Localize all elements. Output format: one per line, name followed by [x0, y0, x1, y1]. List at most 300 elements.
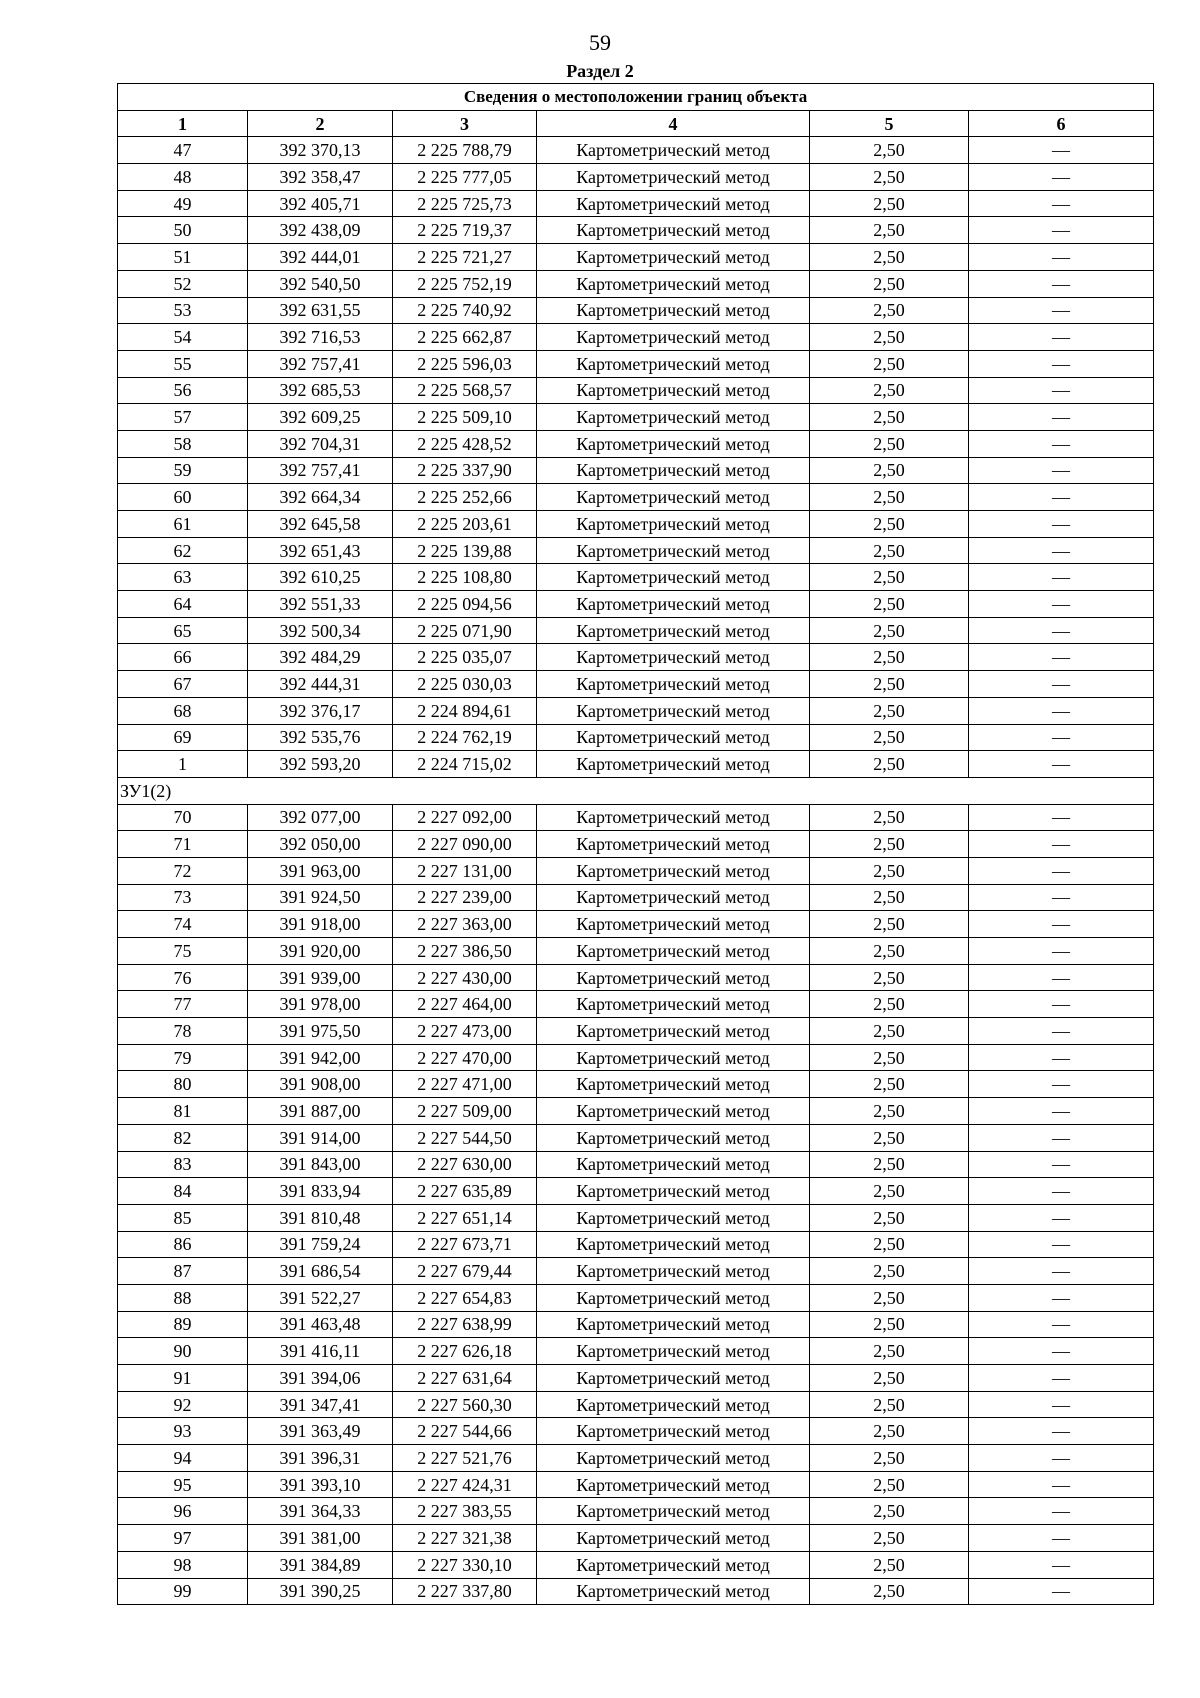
- y-coordinate: 2 225 094,56: [393, 591, 537, 618]
- accuracy-value: 2,50: [810, 457, 969, 484]
- point-number: 92: [118, 1391, 248, 1418]
- x-coordinate: 391 393,10: [248, 1471, 393, 1498]
- description: —: [969, 751, 1154, 778]
- point-number: 72: [118, 857, 248, 884]
- description: —: [969, 1124, 1154, 1151]
- y-coordinate: 2 227 092,00: [393, 804, 537, 831]
- point-number: 68: [118, 697, 248, 724]
- point-number: 50: [118, 217, 248, 244]
- table-row: [118, 1445, 1154, 1472]
- determination-method: Картометрический метод: [537, 671, 810, 698]
- point-number: 83: [118, 1151, 248, 1178]
- point-number: 85: [118, 1204, 248, 1231]
- table-row: [118, 1124, 1154, 1151]
- x-coordinate: 392 370,13: [248, 137, 393, 164]
- y-coordinate: 2 225 740,92: [393, 297, 537, 324]
- y-coordinate: 2 225 725,73: [393, 190, 537, 217]
- accuracy-value: 2,50: [810, 911, 969, 938]
- description: —: [969, 1071, 1154, 1098]
- x-coordinate: 392 500,34: [248, 617, 393, 644]
- point-number: 53: [118, 297, 248, 324]
- point-number: 95: [118, 1471, 248, 1498]
- y-coordinate: 2 225 203,61: [393, 511, 537, 538]
- table-row: [118, 697, 1154, 724]
- y-coordinate: 2 225 788,79: [393, 137, 537, 164]
- y-coordinate: 2 225 721,27: [393, 244, 537, 271]
- point-number: 61: [118, 511, 248, 538]
- table-row: [118, 190, 1154, 217]
- x-coordinate: 391 363,49: [248, 1418, 393, 1445]
- table-row: [118, 911, 1154, 938]
- y-coordinate: 2 227 638,99: [393, 1311, 537, 1338]
- accuracy-value: 2,50: [810, 1525, 969, 1552]
- x-coordinate: 392 484,29: [248, 644, 393, 671]
- accuracy-value: 2,50: [810, 564, 969, 591]
- table-row: [118, 884, 1154, 911]
- point-number: 77: [118, 991, 248, 1018]
- determination-method: Картометрический метод: [537, 1338, 810, 1365]
- table-row: [118, 857, 1154, 884]
- description: —: [969, 1445, 1154, 1472]
- x-coordinate: 391 908,00: [248, 1071, 393, 1098]
- y-coordinate: 2 227 473,00: [393, 1018, 537, 1045]
- x-coordinate: 392 631,55: [248, 297, 393, 324]
- description: —: [969, 1551, 1154, 1578]
- determination-method: Картометрический метод: [537, 1525, 810, 1552]
- determination-method: Картометрический метод: [537, 697, 810, 724]
- table-row: [118, 217, 1154, 244]
- determination-method: Картометрический метод: [537, 1284, 810, 1311]
- y-coordinate: 2 227 430,00: [393, 964, 537, 991]
- y-coordinate: 2 225 108,80: [393, 564, 537, 591]
- determination-method: Картометрический метод: [537, 350, 810, 377]
- description: —: [969, 1471, 1154, 1498]
- y-coordinate: 2 227 239,00: [393, 884, 537, 911]
- boundary-coordinates-table: [117, 83, 1154, 1605]
- table-row: [118, 1391, 1154, 1418]
- accuracy-value: 2,50: [810, 1338, 969, 1365]
- description: —: [969, 1578, 1154, 1605]
- x-coordinate: 391 978,00: [248, 991, 393, 1018]
- point-number: 64: [118, 591, 248, 618]
- point-number: 75: [118, 938, 248, 965]
- table-row: [118, 537, 1154, 564]
- table-row: [118, 1338, 1154, 1365]
- point-number: 59: [118, 457, 248, 484]
- point-number: 81: [118, 1098, 248, 1125]
- accuracy-value: 2,50: [810, 1178, 969, 1205]
- x-coordinate: 391 394,06: [248, 1365, 393, 1392]
- description: —: [969, 164, 1154, 191]
- accuracy-value: 2,50: [810, 1445, 969, 1472]
- determination-method: Картометрический метод: [537, 1178, 810, 1205]
- x-coordinate: 391 887,00: [248, 1098, 393, 1125]
- determination-method: Картометрический метод: [537, 377, 810, 404]
- table-row: [118, 751, 1154, 778]
- determination-method: Картометрический метод: [537, 1258, 810, 1285]
- determination-method: Картометрический метод: [537, 190, 810, 217]
- point-number: 76: [118, 964, 248, 991]
- point-number: 47: [118, 137, 248, 164]
- point-number: 88: [118, 1284, 248, 1311]
- accuracy-value: 2,50: [810, 1418, 969, 1445]
- table-row: [118, 964, 1154, 991]
- accuracy-value: 2,50: [810, 1124, 969, 1151]
- point-number: 98: [118, 1551, 248, 1578]
- point-number: 54: [118, 324, 248, 351]
- description: —: [969, 350, 1154, 377]
- x-coordinate: 391 914,00: [248, 1124, 393, 1151]
- group-label: ЗУ1(2): [118, 777, 1154, 804]
- description: —: [969, 484, 1154, 511]
- accuracy-value: 2,50: [810, 724, 969, 751]
- point-number: 84: [118, 1178, 248, 1205]
- description: —: [969, 644, 1154, 671]
- table-body: [118, 137, 1154, 1605]
- description: —: [969, 1098, 1154, 1125]
- description: —: [969, 537, 1154, 564]
- table-row: [118, 511, 1154, 538]
- point-number: 96: [118, 1498, 248, 1525]
- description: —: [969, 137, 1154, 164]
- description: —: [969, 964, 1154, 991]
- description: —: [969, 1311, 1154, 1338]
- description: —: [969, 457, 1154, 484]
- accuracy-value: 2,50: [810, 297, 969, 324]
- description: —: [969, 1391, 1154, 1418]
- determination-method: Картометрический метод: [537, 1231, 810, 1258]
- description: —: [969, 1231, 1154, 1258]
- determination-method: Картометрический метод: [537, 1445, 810, 1472]
- accuracy-value: 2,50: [810, 617, 969, 644]
- accuracy-value: 2,50: [810, 1071, 969, 1098]
- accuracy-value: 2,50: [810, 1471, 969, 1498]
- determination-method: Картометрический метод: [537, 751, 810, 778]
- determination-method: Картометрический метод: [537, 324, 810, 351]
- y-coordinate: 2 225 662,87: [393, 324, 537, 351]
- y-coordinate: 2 225 596,03: [393, 350, 537, 377]
- y-coordinate: 2 227 509,00: [393, 1098, 537, 1125]
- determination-method: Картометрический метод: [537, 1551, 810, 1578]
- point-number: 91: [118, 1365, 248, 1392]
- determination-method: Картометрический метод: [537, 884, 810, 911]
- determination-method: Картометрический метод: [537, 511, 810, 538]
- table-row: [118, 430, 1154, 457]
- accuracy-value: 2,50: [810, 644, 969, 671]
- x-coordinate: 391 364,33: [248, 1498, 393, 1525]
- x-coordinate: 392 358,47: [248, 164, 393, 191]
- x-coordinate: 392 540,50: [248, 270, 393, 297]
- x-coordinate: 392 535,76: [248, 724, 393, 751]
- x-coordinate: 392 704,31: [248, 430, 393, 457]
- accuracy-value: 2,50: [810, 591, 969, 618]
- x-coordinate: 392 405,71: [248, 190, 393, 217]
- accuracy-value: 2,50: [810, 511, 969, 538]
- y-coordinate: 2 225 428,52: [393, 430, 537, 457]
- description: —: [969, 1284, 1154, 1311]
- y-coordinate: 2 227 651,14: [393, 1204, 537, 1231]
- description: —: [969, 244, 1154, 271]
- description: —: [969, 1151, 1154, 1178]
- y-coordinate: 2 227 424,31: [393, 1471, 537, 1498]
- y-coordinate: 2 225 509,10: [393, 404, 537, 431]
- y-coordinate: 2 225 252,66: [393, 484, 537, 511]
- table-row: [118, 1044, 1154, 1071]
- point-number: 79: [118, 1044, 248, 1071]
- description: —: [969, 1525, 1154, 1552]
- y-coordinate: 2 227 383,55: [393, 1498, 537, 1525]
- description: —: [969, 831, 1154, 858]
- description: —: [969, 884, 1154, 911]
- point-number: 57: [118, 404, 248, 431]
- table-row: [118, 938, 1154, 965]
- determination-method: Картометрический метод: [537, 1071, 810, 1098]
- accuracy-value: 2,50: [810, 938, 969, 965]
- determination-method: Картометрический метод: [537, 1418, 810, 1445]
- x-coordinate: 391 381,00: [248, 1525, 393, 1552]
- description: —: [969, 1418, 1154, 1445]
- table-row: [118, 297, 1154, 324]
- column-number-4: 4: [537, 110, 810, 137]
- x-coordinate: 392 685,53: [248, 377, 393, 404]
- table-row: [118, 591, 1154, 618]
- column-number-1: 1: [118, 110, 248, 137]
- x-coordinate: 391 918,00: [248, 911, 393, 938]
- section-title: Раздел 2: [566, 61, 634, 81]
- description: —: [969, 804, 1154, 831]
- accuracy-value: 2,50: [810, 1151, 969, 1178]
- determination-method: Картометрический метод: [537, 857, 810, 884]
- accuracy-value: 2,50: [810, 1498, 969, 1525]
- determination-method: Картометрический метод: [537, 804, 810, 831]
- description: —: [969, 1365, 1154, 1392]
- x-coordinate: 391 810,48: [248, 1204, 393, 1231]
- x-coordinate: 391 463,48: [248, 1311, 393, 1338]
- accuracy-value: 2,50: [810, 137, 969, 164]
- point-number: 78: [118, 1018, 248, 1045]
- x-coordinate: 392 651,43: [248, 537, 393, 564]
- point-number: 48: [118, 164, 248, 191]
- table-row: [118, 1578, 1154, 1605]
- determination-method: Картометрический метод: [537, 911, 810, 938]
- y-coordinate: 2 224 762,19: [393, 724, 537, 751]
- point-number: 51: [118, 244, 248, 271]
- determination-method: Картометрический метод: [537, 1578, 810, 1605]
- y-coordinate: 2 227 544,66: [393, 1418, 537, 1445]
- determination-method: Картометрический метод: [537, 484, 810, 511]
- table-row: [118, 1551, 1154, 1578]
- accuracy-value: 2,50: [810, 1365, 969, 1392]
- y-coordinate: 2 225 071,90: [393, 617, 537, 644]
- table-row: [118, 1498, 1154, 1525]
- point-number: 56: [118, 377, 248, 404]
- determination-method: Картометрический метод: [537, 217, 810, 244]
- table-row: [118, 1284, 1154, 1311]
- accuracy-value: 2,50: [810, 964, 969, 991]
- determination-method: Картометрический метод: [537, 964, 810, 991]
- y-coordinate: 2 227 521,76: [393, 1445, 537, 1472]
- accuracy-value: 2,50: [810, 244, 969, 271]
- determination-method: Картометрический метод: [537, 430, 810, 457]
- column-number-6: 6: [969, 110, 1154, 137]
- table-row: [118, 137, 1154, 164]
- table-caption: Сведения о местоположении границ объекта: [118, 84, 1154, 111]
- x-coordinate: 392 376,17: [248, 697, 393, 724]
- determination-method: Картометрический метод: [537, 244, 810, 271]
- point-number: 62: [118, 537, 248, 564]
- x-coordinate: 391 759,24: [248, 1231, 393, 1258]
- y-coordinate: 2 227 337,80: [393, 1578, 537, 1605]
- description: —: [969, 857, 1154, 884]
- table-row: [118, 164, 1154, 191]
- description: —: [969, 911, 1154, 938]
- group-header-row: [118, 777, 1154, 804]
- y-coordinate: 2 225 777,05: [393, 164, 537, 191]
- description: —: [969, 430, 1154, 457]
- accuracy-value: 2,50: [810, 991, 969, 1018]
- table-row: [118, 1231, 1154, 1258]
- determination-method: Картометрический метод: [537, 591, 810, 618]
- determination-method: Картометрический метод: [537, 1044, 810, 1071]
- point-number: 58: [118, 430, 248, 457]
- determination-method: Картометрический метод: [537, 1204, 810, 1231]
- y-coordinate: 2 227 090,00: [393, 831, 537, 858]
- accuracy-value: 2,50: [810, 1098, 969, 1125]
- table-row: [118, 484, 1154, 511]
- determination-method: Картометрический метод: [537, 724, 810, 751]
- column-number-2: 2: [248, 110, 393, 137]
- x-coordinate: 392 757,41: [248, 350, 393, 377]
- accuracy-value: 2,50: [810, 190, 969, 217]
- y-coordinate: 2 227 464,00: [393, 991, 537, 1018]
- description: —: [969, 1498, 1154, 1525]
- accuracy-value: 2,50: [810, 1391, 969, 1418]
- x-coordinate: 392 609,25: [248, 404, 393, 431]
- point-number: 82: [118, 1124, 248, 1151]
- table-row: [118, 1311, 1154, 1338]
- description: —: [969, 297, 1154, 324]
- determination-method: Картометрический метод: [537, 1391, 810, 1418]
- accuracy-value: 2,50: [810, 350, 969, 377]
- accuracy-value: 2,50: [810, 1284, 969, 1311]
- determination-method: Картометрический метод: [537, 537, 810, 564]
- y-coordinate: 2 224 715,02: [393, 751, 537, 778]
- x-coordinate: 391 843,00: [248, 1151, 393, 1178]
- determination-method: Картометрический метод: [537, 644, 810, 671]
- x-coordinate: 391 347,41: [248, 1391, 393, 1418]
- table-caption-row: [118, 84, 1154, 111]
- point-number: 65: [118, 617, 248, 644]
- table-row: [118, 804, 1154, 831]
- y-coordinate: 2 225 035,07: [393, 644, 537, 671]
- point-number: 73: [118, 884, 248, 911]
- point-number: 49: [118, 190, 248, 217]
- description: —: [969, 377, 1154, 404]
- accuracy-value: 2,50: [810, 430, 969, 457]
- x-coordinate: 391 833,94: [248, 1178, 393, 1205]
- accuracy-value: 2,50: [810, 804, 969, 831]
- table-row: [118, 1018, 1154, 1045]
- x-coordinate: 392 757,41: [248, 457, 393, 484]
- table-row: [118, 724, 1154, 751]
- x-coordinate: 391 384,89: [248, 1551, 393, 1578]
- accuracy-value: 2,50: [810, 377, 969, 404]
- description: —: [969, 324, 1154, 351]
- determination-method: Картометрический метод: [537, 457, 810, 484]
- x-coordinate: 391 924,50: [248, 884, 393, 911]
- description: —: [969, 1178, 1154, 1205]
- description: —: [969, 671, 1154, 698]
- accuracy-value: 2,50: [810, 270, 969, 297]
- description: —: [969, 564, 1154, 591]
- determination-method: Картометрический метод: [537, 991, 810, 1018]
- table-row: [118, 1178, 1154, 1205]
- y-coordinate: 2 227 630,00: [393, 1151, 537, 1178]
- determination-method: Картометрический метод: [537, 137, 810, 164]
- table-row: [118, 617, 1154, 644]
- table-row: [118, 1098, 1154, 1125]
- description: —: [969, 511, 1154, 538]
- table-row: [118, 350, 1154, 377]
- accuracy-value: 2,50: [810, 1044, 969, 1071]
- accuracy-value: 2,50: [810, 537, 969, 564]
- point-number: 71: [118, 831, 248, 858]
- x-coordinate: 391 390,25: [248, 1578, 393, 1605]
- point-number: 55: [118, 350, 248, 377]
- determination-method: Картометрический метод: [537, 297, 810, 324]
- description: —: [969, 697, 1154, 724]
- description: —: [969, 991, 1154, 1018]
- x-coordinate: 391 963,00: [248, 857, 393, 884]
- column-number-row: [118, 110, 1154, 137]
- point-number: 89: [118, 1311, 248, 1338]
- point-number: 74: [118, 911, 248, 938]
- table-row: [118, 831, 1154, 858]
- y-coordinate: 2 227 679,44: [393, 1258, 537, 1285]
- y-coordinate: 2 227 330,10: [393, 1551, 537, 1578]
- description: —: [969, 1044, 1154, 1071]
- point-number: 97: [118, 1525, 248, 1552]
- table-row: [118, 1151, 1154, 1178]
- x-coordinate: 392 645,58: [248, 511, 393, 538]
- accuracy-value: 2,50: [810, 671, 969, 698]
- y-coordinate: 2 227 635,89: [393, 1178, 537, 1205]
- table-row: [118, 1418, 1154, 1445]
- description: —: [969, 1258, 1154, 1285]
- accuracy-value: 2,50: [810, 404, 969, 431]
- accuracy-value: 2,50: [810, 751, 969, 778]
- determination-method: Картометрический метод: [537, 1124, 810, 1151]
- y-coordinate: 2 227 544,50: [393, 1124, 537, 1151]
- y-coordinate: 2 224 894,61: [393, 697, 537, 724]
- y-coordinate: 2 227 631,64: [393, 1365, 537, 1392]
- x-coordinate: 392 716,53: [248, 324, 393, 351]
- description: —: [969, 1338, 1154, 1365]
- y-coordinate: 2 225 030,03: [393, 671, 537, 698]
- determination-method: Картометрический метод: [537, 1018, 810, 1045]
- x-coordinate: 391 975,50: [248, 1018, 393, 1045]
- point-number: 90: [118, 1338, 248, 1365]
- point-number: 1: [118, 751, 248, 778]
- table-row: [118, 377, 1154, 404]
- x-coordinate: 391 522,27: [248, 1284, 393, 1311]
- x-coordinate: 392 077,00: [248, 804, 393, 831]
- x-coordinate: 392 438,09: [248, 217, 393, 244]
- table-row: [118, 457, 1154, 484]
- y-coordinate: 2 227 131,00: [393, 857, 537, 884]
- table-row: [118, 1071, 1154, 1098]
- table-row: [118, 1204, 1154, 1231]
